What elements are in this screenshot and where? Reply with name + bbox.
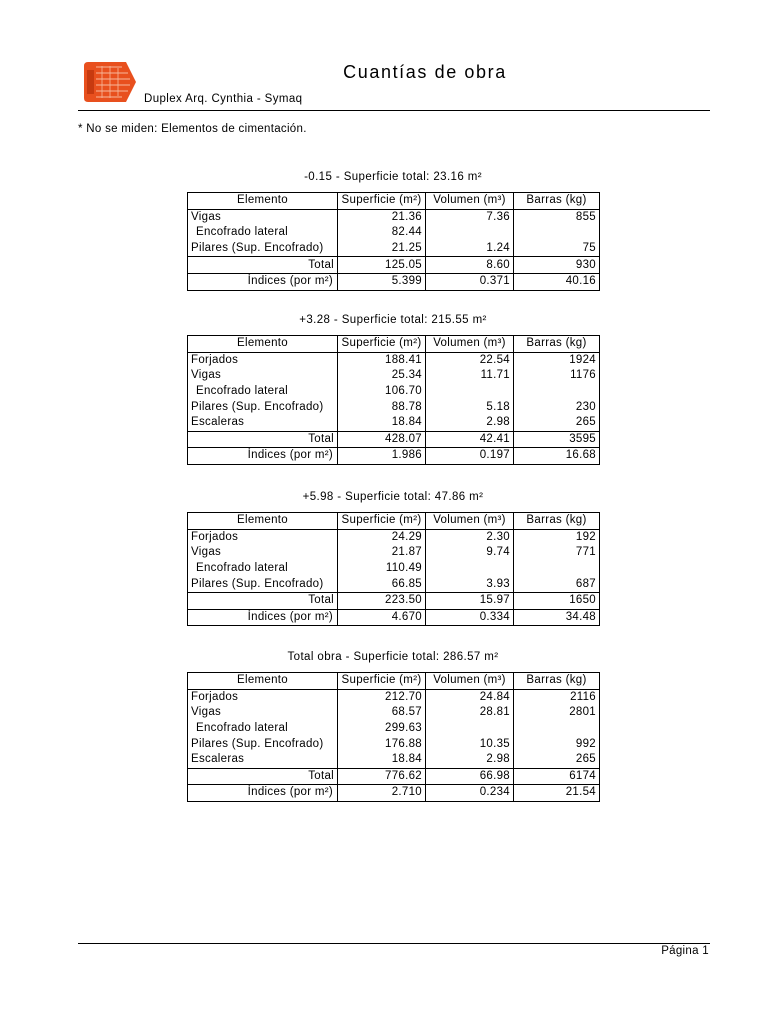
bars-cell: 21.54	[514, 785, 600, 802]
volume-cell: 0.234	[426, 785, 514, 802]
table-header-row	[188, 193, 600, 210]
bars-cell	[514, 721, 600, 737]
table-row	[188, 576, 600, 592]
bars-cell	[514, 561, 600, 577]
volume-cell: 2.98	[426, 415, 514, 431]
surface-cell: 5.399	[338, 273, 426, 290]
bars-cell: 992	[514, 736, 600, 752]
table-row	[188, 529, 600, 545]
indices-label: Índices (por m²)	[188, 609, 338, 626]
surface-cell: 223.50	[338, 592, 426, 609]
surface-cell: 21.36	[338, 209, 426, 225]
volume-cell: 0.371	[426, 273, 514, 290]
total-label: Total	[188, 431, 338, 448]
surface-cell: 66.85	[338, 576, 426, 592]
surface-cell: 110.49	[338, 561, 426, 577]
surface-cell: 21.87	[338, 545, 426, 561]
volume-cell: 1.24	[426, 241, 514, 257]
volume-cell: 0.197	[426, 448, 514, 465]
bars-cell: 855	[514, 209, 600, 225]
total-label: Total	[188, 592, 338, 609]
bars-cell: 16.68	[514, 448, 600, 465]
volume-cell	[426, 225, 514, 241]
volume-cell: 0.334	[426, 609, 514, 626]
volume-cell: 10.35	[426, 736, 514, 752]
section-title: +3.28 - Superficie total: 215.55 m²	[299, 314, 487, 326]
column-header-element: Elemento	[188, 193, 338, 210]
column-header-bars: Barras (kg)	[514, 673, 600, 690]
column-header-bars: Barras (kg)	[514, 513, 600, 530]
column-header-element: Elemento	[188, 513, 338, 530]
bars-cell: 930	[514, 257, 600, 274]
column-header-surface: Superficie (m²)	[338, 336, 426, 353]
total-label: Total	[188, 257, 338, 274]
bars-cell	[514, 225, 600, 241]
row-label: Pilares (Sup. Encofrado)	[188, 241, 338, 257]
bars-cell	[514, 384, 600, 400]
indices-row	[188, 609, 600, 626]
volume-cell	[426, 384, 514, 400]
volume-cell: 9.74	[426, 545, 514, 561]
surface-cell: 2.710	[338, 785, 426, 802]
row-label: Escaleras	[188, 752, 338, 768]
table-row	[188, 225, 600, 241]
volume-cell: 11.71	[426, 368, 514, 384]
column-header-bars: Barras (kg)	[514, 336, 600, 353]
bars-cell: 40.16	[514, 273, 600, 290]
header-divider	[78, 110, 710, 111]
quantities-table	[187, 335, 600, 465]
level-section-2	[187, 490, 599, 626]
volume-cell: 2.30	[426, 529, 514, 545]
row-label: Encofrado lateral	[188, 384, 338, 400]
bars-cell: 75	[514, 241, 600, 257]
surface-cell: 776.62	[338, 768, 426, 785]
total-row	[188, 592, 600, 609]
row-label: Vigas	[188, 705, 338, 721]
row-label: Pilares (Sup. Encofrado)	[188, 576, 338, 592]
bars-cell: 34.48	[514, 609, 600, 626]
company-logo	[82, 60, 138, 104]
surface-cell: 82.44	[338, 225, 426, 241]
row-label: Encofrado lateral	[188, 721, 338, 737]
table-row	[188, 561, 600, 577]
table-row	[188, 752, 600, 768]
quantities-table	[187, 672, 600, 802]
surface-cell: 1.986	[338, 448, 426, 465]
column-header-volume: Volumen (m³)	[426, 513, 514, 530]
bars-cell: 3595	[514, 431, 600, 448]
volume-cell: 8.60	[426, 257, 514, 274]
row-label: Vigas	[188, 368, 338, 384]
level-section-0	[187, 170, 599, 291]
table-row	[188, 545, 600, 561]
quantities-table	[187, 192, 600, 291]
surface-cell: 176.88	[338, 736, 426, 752]
surface-cell: 212.70	[338, 689, 426, 705]
project-subtitle: Duplex Arq. Cynthia - Symaq	[144, 93, 303, 105]
level-section-1	[187, 313, 599, 465]
table-row	[188, 241, 600, 257]
row-label: Pilares (Sup. Encofrado)	[188, 736, 338, 752]
surface-cell: 68.57	[338, 705, 426, 721]
volume-cell: 3.93	[426, 576, 514, 592]
section-title: +5.98 - Superficie total: 47.86 m²	[302, 491, 484, 503]
bars-cell: 2116	[514, 689, 600, 705]
row-label: Forjados	[188, 689, 338, 705]
indices-label: Índices (por m²)	[188, 448, 338, 465]
table-header-row	[188, 673, 600, 690]
surface-cell: 21.25	[338, 241, 426, 257]
volume-cell: 24.84	[426, 689, 514, 705]
row-label: Vigas	[188, 545, 338, 561]
section-title: -0.15 - Superficie total: 23.16 m²	[304, 171, 482, 183]
table-row	[188, 415, 600, 431]
bars-cell: 1924	[514, 352, 600, 368]
indices-row	[188, 448, 600, 465]
indices-row	[188, 785, 600, 802]
surface-cell: 4.670	[338, 609, 426, 626]
bars-cell: 2801	[514, 705, 600, 721]
row-label: Vigas	[188, 209, 338, 225]
total-row	[188, 768, 600, 785]
table-row	[188, 689, 600, 705]
indices-label: Índices (por m²)	[188, 785, 338, 802]
indices-row	[188, 273, 600, 290]
measurement-note: * No se miden: Elementos de cimentación.	[78, 123, 307, 135]
column-header-surface: Superficie (m²)	[338, 193, 426, 210]
footer-divider	[78, 943, 710, 944]
column-header-surface: Superficie (m²)	[338, 673, 426, 690]
surface-cell: 18.84	[338, 752, 426, 768]
volume-cell: 7.36	[426, 209, 514, 225]
column-header-element: Elemento	[188, 336, 338, 353]
column-header-element: Elemento	[188, 673, 338, 690]
bars-cell: 771	[514, 545, 600, 561]
row-label: Forjados	[188, 352, 338, 368]
bars-cell: 192	[514, 529, 600, 545]
indices-label: Índices (por m²)	[188, 273, 338, 290]
column-header-surface: Superficie (m²)	[338, 513, 426, 530]
surface-cell: 299.63	[338, 721, 426, 737]
table-row	[188, 352, 600, 368]
volume-cell	[426, 561, 514, 577]
volume-cell: 5.18	[426, 399, 514, 415]
column-header-volume: Volumen (m³)	[426, 673, 514, 690]
page-number: Página 1	[661, 945, 709, 957]
total-label: Total	[188, 768, 338, 785]
bars-cell: 1176	[514, 368, 600, 384]
table-row	[188, 399, 600, 415]
table-header-row	[188, 513, 600, 530]
total-row	[188, 431, 600, 448]
total-row	[188, 257, 600, 274]
table-row	[188, 721, 600, 737]
bars-cell: 230	[514, 399, 600, 415]
volume-cell: 28.81	[426, 705, 514, 721]
volume-cell: 15.97	[426, 592, 514, 609]
level-section-3	[187, 650, 599, 802]
surface-cell: 125.05	[338, 257, 426, 274]
bars-cell: 687	[514, 576, 600, 592]
column-header-volume: Volumen (m³)	[426, 193, 514, 210]
table-row	[188, 368, 600, 384]
volume-cell: 2.98	[426, 752, 514, 768]
volume-cell: 22.54	[426, 352, 514, 368]
quantities-table	[187, 512, 600, 626]
row-label: Forjados	[188, 529, 338, 545]
table-row	[188, 209, 600, 225]
surface-cell: 24.29	[338, 529, 426, 545]
surface-cell: 18.84	[338, 415, 426, 431]
surface-cell: 25.34	[338, 368, 426, 384]
table-row	[188, 705, 600, 721]
column-header-bars: Barras (kg)	[514, 193, 600, 210]
bars-cell: 265	[514, 415, 600, 431]
volume-cell	[426, 721, 514, 737]
table-row	[188, 384, 600, 400]
row-label: Encofrado lateral	[188, 561, 338, 577]
bars-cell: 6174	[514, 768, 600, 785]
row-label: Pilares (Sup. Encofrado)	[188, 399, 338, 415]
surface-cell: 106.70	[338, 384, 426, 400]
volume-cell: 66.98	[426, 768, 514, 785]
column-header-volume: Volumen (m³)	[426, 336, 514, 353]
bars-cell: 265	[514, 752, 600, 768]
table-row	[188, 736, 600, 752]
page-title: Cuantías de obra	[343, 62, 507, 82]
surface-cell: 188.41	[338, 352, 426, 368]
section-title: Total obra - Superficie total: 286.57 m²	[287, 651, 499, 663]
bars-cell: 1650	[514, 592, 600, 609]
table-header-row	[188, 336, 600, 353]
surface-cell: 428.07	[338, 431, 426, 448]
surface-cell: 88.78	[338, 399, 426, 415]
row-label: Escaleras	[188, 415, 338, 431]
row-label: Encofrado lateral	[188, 225, 338, 241]
volume-cell: 42.41	[426, 431, 514, 448]
